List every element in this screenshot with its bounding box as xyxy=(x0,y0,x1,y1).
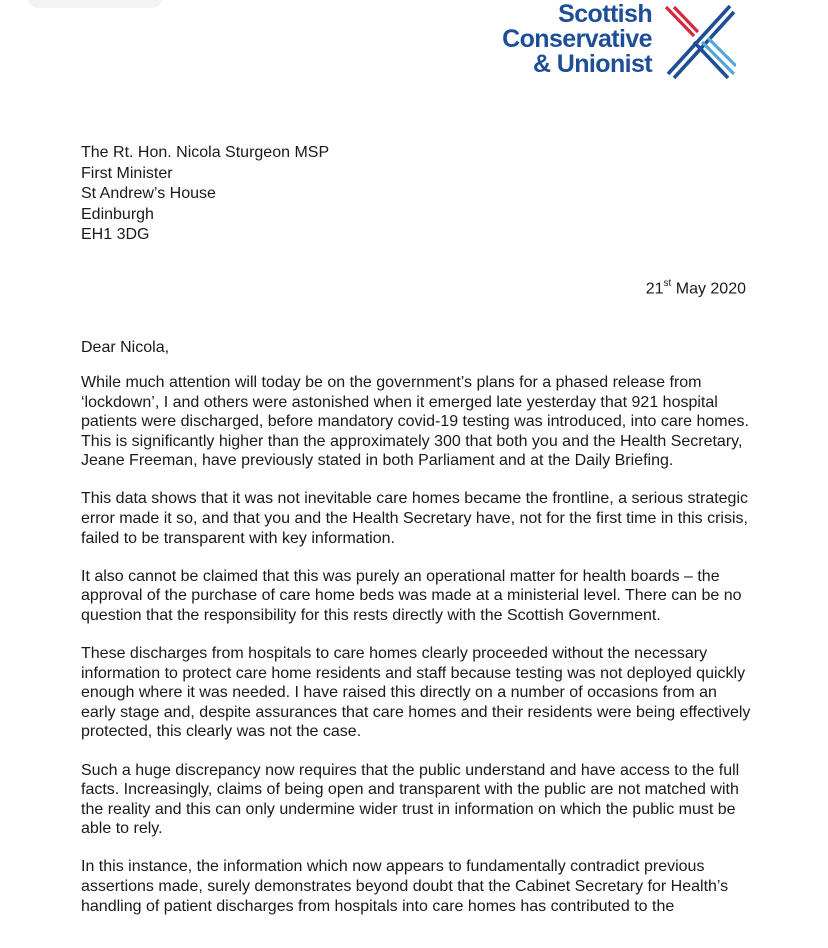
party-logo xyxy=(480,2,750,82)
letter-body xyxy=(81,373,753,935)
recipient-postcode: EH1 3DG xyxy=(81,226,150,243)
recipient-building: St Andrew’s House xyxy=(81,185,216,202)
paragraph-5: Such a huge discrepancy now requires that the public understand and have access to the full facts. Increasingly, claims of being open and transparent with the public are not matched with the reality and this can only undermine wider trust in information on which the public must be able to rely. xyxy=(81,761,740,838)
logo-wordmark xyxy=(502,2,652,77)
recipient-name: The Rt. Hon. Nicola Sturgeon MSP xyxy=(81,144,330,161)
paragraph-1: While much attention will today be on the government’s plans for a phased release from ‘lockdown’, I and others were astonished when it emerged late yesterday that 921 hospital patients were discharged, before mandatory covid-19 testing was introduced, into care homes. This is significantly higher than the approximately 300 that both you and the Health Secretary, Jeane Freeman, have previously stated in both Parliament and at the Daily Briefing. xyxy=(81,374,749,470)
logo-line-3: & Unionist xyxy=(533,50,652,78)
date-suffix: st xyxy=(663,278,672,289)
paragraph-4: These discharges from hospitals to care homes clearly proceeded without the necessary information to protect care home residents and staff because testing was not deployed quickly enough where it was needed. I have raised this directly on a number of occasions from an early stage and, despite assurances that care homes and their residents were being effectively protected, this clearly was not the case. xyxy=(81,645,751,741)
recipient-title: First Minister xyxy=(81,164,173,182)
recipient-city: Edinburgh xyxy=(81,205,154,223)
paragraph-2: This data shows that it was not inevitable care homes became the frontline, a serious strategic error made it so, and that you and the Health Secretary have, not for the first time in this crisis, failed to be transparent with key information. xyxy=(81,490,749,547)
recipient-address xyxy=(81,143,329,246)
salutation: Dear Nicola, xyxy=(81,339,170,356)
date-month-year: May 2020 xyxy=(675,280,746,298)
letter-date xyxy=(646,279,746,298)
top-tab-shadow xyxy=(28,0,162,8)
saltire-icon xyxy=(664,4,736,80)
logo-line-2: Conservative xyxy=(502,25,652,53)
paragraph-3: It also cannot be claimed that this was purely an operational matter for health boards – the approval of the purchase of care home beds was made at a ministerial level. There can be no question that the responsibility for this rests directly with the Scottish Government. xyxy=(81,567,742,624)
paragraph-6: In this instance, the information which now appears to fundamentally contradict previous assertions made, surely demonstrates beyond doubt that the Cabinet Secretary for Health’s handling of patient discharges from hospitals into care homes has contributed to the xyxy=(81,858,729,915)
date-day: 21 xyxy=(645,280,664,298)
logo-line-1: Scottish xyxy=(558,0,652,28)
